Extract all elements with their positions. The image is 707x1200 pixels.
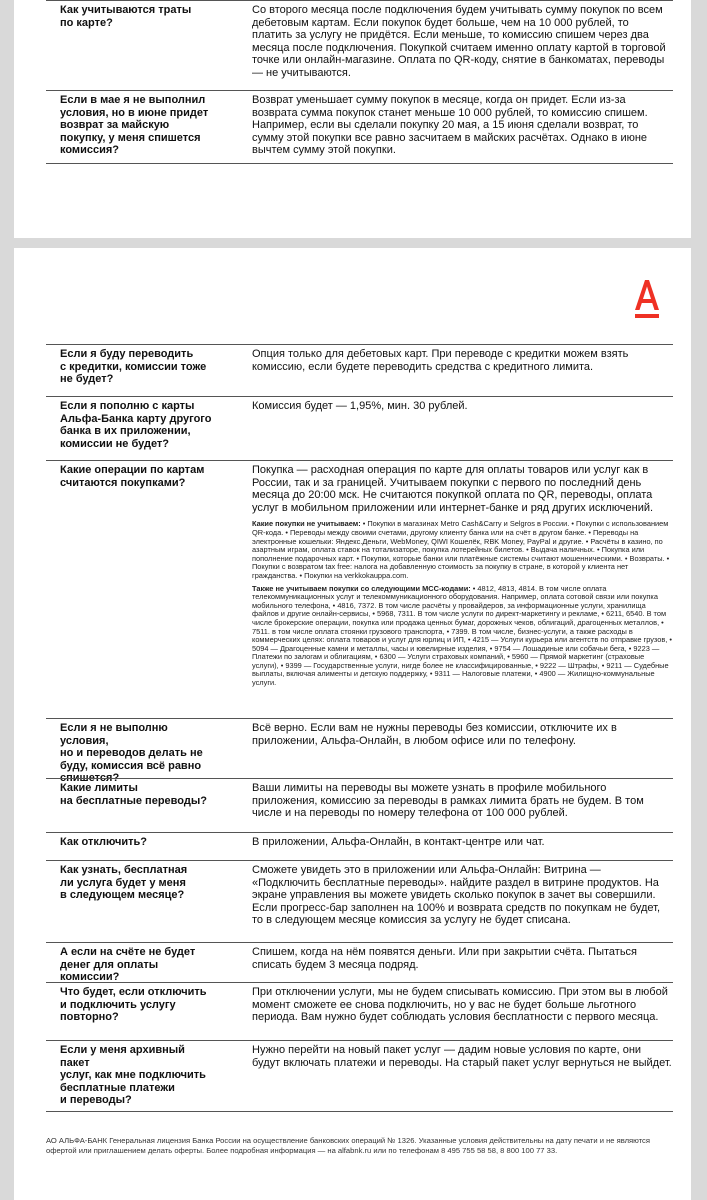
faq-row [46,860,673,943]
note-text: • Покупки в магазинах Metro Cash&Carry и Selgros в России. • Покупки с использованием QR-кода. • Переводы между своими счетами, другому клиенту банка или на счёт в другом банке. • Переводы на электронные кошельки: Яндекс.Деньги, WebMoney, QIWI Кошелёк, RBK Money, PayPal и другие. • Расчёты в казино, по азартным играм, оплата ставок на тотализаторе, покупка лотерейных билетов. • Выдача наличных. • Покупка или пополнение подарочных карт. • Покупки, которые банки или платёжные системы считают мошенническими. • Возвраты. • Покупки с возвратом tax free: налога на добавленную стоимость за покупку в стране, в которой у клиента нет гражданства. • Покупки на verkkokauppa.com. [252,519,670,580]
note-title: Какие покупки не учитываем: [252,519,361,529]
faq-question: Как отключить? [60,836,147,848]
faq-answer: При отключении услуги, мы не будем списывать комиссию. При этом вы в любой момент сможете ее снова подключить, но у вас не будет больше льготного периода. Вам нужно будет соблюдать условия бесплатности с первого месяца. [252,986,668,1024]
faq-question: Какие операции по картам считаются покупками? [60,464,205,489]
faq-row [46,718,673,785]
legal-footer: АО АЛЬФА-БАНК Генеральная лицензия Банка России на осуществление банковских операций № 1326. Указанные условия действительны на дату печати и не являются офертой или приглашением делать оферты. Более подробная информация — на alfabnk.ru или по телефонам 8 495 755 58 58, 8 800 100 77 33. [46,1136,650,1155]
faq-answer: Ваши лимиты на переводы вы можете узнать в профиле мобильного приложения, комиссию за переводы в рамках лимита брать не будем. В том числе и на переводы по номеру телефона от 100 000 рублей. [252,782,644,820]
faq-answer: Нужно перейти на новый пакет услуг — дадим новые условия по карте, они будут включать платежи и переводы. На старый пакет услуг вернуться не выйдет. [252,1044,672,1069]
faq-answer: Всё верно. Если вам не нужны переводы без комиссии, отключите их в приложении, Альфа-Онлайн, в любом офисе или по телефону. [252,722,617,747]
note-text: • 4812, 4813, 4814. В том числе оплата телекоммуникационных услуг и телекоммуникационного оборудования. Например, оплата сотовой связи или покупка мобильного телефона, • 4816, 7372. В том числе расчёты у провайдеров, за информационные услуги, хранилища файлов и другие онлайн-сервисы, • 5968, 7311. В том числе услуги по директ-маркетингу и рекламе, • 6211, 6540. В том числе брокерские операции, покупка или продажа ценных бумаг, дорожных чеков, облигаций, драгоценных металлов, • 7511. в том числе оплата стоянки грузового транспорта, • 7399. В том числе, бизнес-услуги, а также расходы в коммерческих целях: оплата товаров и услуг для юрлиц и ИП, • 4215 — Услуги курьера или агентств по отправке грузов, • 5094 — Драгоценные камни и металлы, часы и ювелирные изделия, • 9754 — Лошадиные или собачьи бега, • 9223 — Платежи по залогам и облигациям, • 6300 — Услуги страховых компаний, • 5960 — Прямой маркетинг (страховые услуги), • 9399 — Государственные услуги, нигде более не классифицированные, • 9222 — Штрафы, • 9211 — Судебные выплаты, включая алименты и детскую поддержку, • 9311 — Налоговые платежи, • 4900 — Жилищно-коммунальные услуги. [252,583,672,688]
faq-question: Как узнать, бесплатная ли услуга будет у меня в следующем месяце? [60,864,188,902]
faq-question: Если у меня архивный пакет услуг, как мне подключить бесплатные платежи и переводы? [60,1044,206,1107]
faq-row [46,942,673,983]
faq-question: А если на счёте не будет денег для оплаты комиссии? [60,946,196,984]
faq-question: Как учитываются траты по карте? [60,4,192,29]
document-page-2 [14,248,691,1200]
faq-answer: Покупка — расходная операция по карте для оплаты товаров или услуг как в России, так и за границей. Учитываем покупки с первого по последний день месяца до 20:00 мск. Не считаются покупкой оплата по QR, переводы, оплата услуг в мобильном приложении или интернет-банке и ряд других исключений. [252,464,654,514]
faq-row [46,832,673,861]
document-page-1 [14,0,691,238]
note-title: Также не учитываем покупки со следующими МСС-кодами: [252,583,471,593]
faq-row [46,982,673,1041]
faq-answer-block [252,464,672,692]
faq-row [46,778,673,833]
faq-row [46,344,673,397]
faq-answer: Возврат уменьшает сумму покупок в месяце, когда он придет. Если из-за возврата сумма покупок станет меньше 10 000 рублей, то комиссию спишем. Например, если вы сделали покупку 20 мая, а 15 июня сделали возврат, то сумму этой покупки все равно засчитаем в майских расчётах. Однако в июне вычтем сумму этой покупки. [252,94,648,157]
faq-answer: Опция только для дебетовых карт. При переводе с кредитки можем взять комиссию, если будете переводить средства с кредитного лимита. [252,348,629,373]
faq-question: Если в мае я не выполнил условия, но в июне придет возврат за майскую покупку, у меня спишется комиссия? [60,94,209,157]
faq-row [46,460,673,719]
faq-question: Если я буду переводить с кредитки, комиссии тоже не будет? [60,348,207,386]
faq-question: Какие лимиты на бесплатные переводы? [60,782,207,807]
faq-row [46,1040,673,1112]
faq-answer: Спишем, когда на нём появятся деньги. Или при закрытии счёта. Пытаться списать будем 3 месяца подряд. [252,946,638,971]
faq-question: Если я пополню с карты Альфа-Банка карту другого банка в их приложении, комиссии не будет? [60,400,212,450]
alfa-bank-logo-icon [634,278,660,320]
faq-answer: Комиссия будет — 1,95%, мин. 30 рублей. [252,400,468,412]
faq-row [46,0,673,91]
faq-answer: Сможете увидеть это в приложении или Альфа-Онлайн: Витрина — «Подключить бесплатные переводы». найдите раздел в витрине продуктов. На экране управления вы можете увидеть сколько покупок в зачет вы совершили. Если прогресс-бар заполнен на 100% и возврата средств по покупкам не будет, то в следующем месяце комиссия за услугу не будет списана. [252,864,661,927]
faq-row [46,396,673,461]
faq-answer: Со второго месяца после подключения будем учитывать сумму покупок по всем дебетовым картам. Если покупок будет больше, чем на 10 000 рублей, то платить за услугу не придётся. Если меньше, то комиссию спишем через два месяца после подключения. Покупкой считаем именно оплату картой в торговой точке или онлайн-магазине. Оплата по QR-коду, снятие в банкоматах, переводы — не учитываются. [252,4,666,79]
exclusions-note [252,520,672,687]
faq-question: Что будет, если отключить и подключить услугу повторно? [60,986,207,1024]
faq-answer: В приложении, Альфа-Онлайн, в контакт-центре или чат. [252,836,545,848]
faq-question: Если я не выполню условия, но и переводов делать не буду, комиссия всё равно спишется? [60,722,203,785]
faq-row [46,90,673,164]
